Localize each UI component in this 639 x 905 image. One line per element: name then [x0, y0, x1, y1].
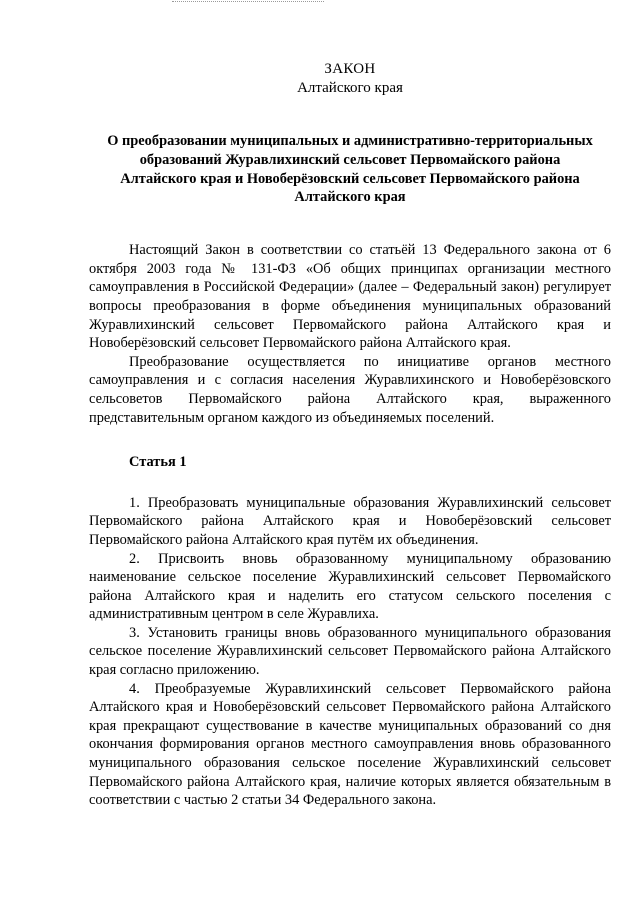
article-1-heading: Статья 1 — [129, 454, 187, 471]
law-title: ЗАКОН — [324, 61, 376, 77]
document-page — [89, 60, 611, 810]
article-1-item-1: 1. Преобразовать муниципальные образования Журавлихинский сельсовет Первомайского района Алтайского края и Новоберёзовский сельсовет Первомайского района Алтайского края путём их объединения. — [89, 494, 611, 548]
preamble-paragraph-1: Настоящий Закон в соответствии со статьёй 13 Федерального закона от 6 октября 2003 года № 131-ФЗ «Об общих принципах организации местного самоуправления в Российской Федерации» (далее – Федеральный закон) регулирует вопросы преобразования в форме объединения муниципальных образований Журавлихинский сельсовет Первомайского района Алтайского края и Новоберёзовский сельсовет Первомайского района Алтайского края. — [89, 242, 611, 352]
law-subject-heading: О преобразовании муниципальных и административно-территориальных образований Журавлихинский сельсовет Первомайского района Алтайского края и Новоберёзовский сельсовет Первомайского района Алтайского края — [107, 133, 593, 206]
article-1-item-4: 4. Преобразуемые Журавлихинский сельсовет Первомайского района Алтайского края и Новоберёзовский сельсовет Первомайского района Алтайского края прекращают существование в качестве муниципальных образований со дня окончания формирования органов местного самоуправления вновь образованного муниципального образования сельское поселение Журавлихинский сельсовет Первомайского района Алтайского края, наличие которых является обязательным в соответствии с частью 2 статьи 34 Федерального закона. — [89, 680, 611, 809]
preamble-paragraph-2: Преобразование осуществляется по инициативе органов местного самоуправления и с согласия населения Журавлихинского и Новоберёзовского сельсоветов Первомайского района Алтайского края, выраженного представительным органом каждого из объединяемых поселений. — [89, 353, 611, 426]
article-1-item-2: 2. Присвоить вновь образованному муниципальному образованию наименование сельское поселение Журавлихинский сельсовет Первомайского района Алтайского края и наделить его статусом сельского поселения с административным центром в селе Журавлиха. — [89, 550, 611, 623]
top-edge-rule — [172, 1, 324, 2]
article-1-item-3: 3. Установить границы вновь образованного муниципального образования сельское поселение Журавлихинский сельсовет Первомайского района Алтайского края согласно приложению. — [89, 624, 611, 679]
law-region: Алтайского края — [297, 80, 403, 96]
